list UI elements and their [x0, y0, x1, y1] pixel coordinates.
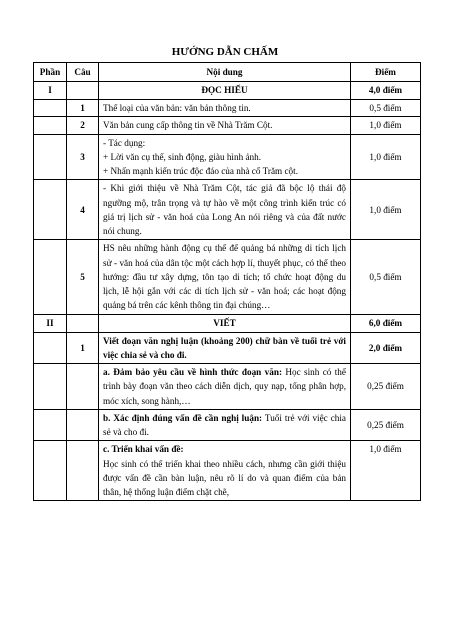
table-row	[34, 117, 421, 134]
section-points: 4,0 điểm	[351, 82, 421, 100]
answer-line: + Nhấn mạnh kiến trúc độc đáo của nhà cổ Trăm cột.	[103, 166, 299, 176]
section-row-viet	[34, 314, 421, 332]
criterion-label: b. Xác định đúng vấn đề cần nghị luận:	[103, 412, 263, 423]
header-row	[34, 63, 421, 82]
answer-text: HS nêu những hành động cụ thể để quảng bá những di tích lịch sử - văn hoá của dân tộc một cách hợp lí, thuyết phục, có thể theo hướng: đầu tư xây dựng, tôn tạo di tích; tổ chức hoạt động du lịch, lễ hội gắn với các di tích lịch sử - văn hoá; các hoạt động quảng bá trên các kênh thông tin đại chúng…	[99, 240, 351, 314]
points: 1,0 điểm	[351, 441, 421, 501]
table-row	[34, 332, 421, 364]
criterion-text: Học sinh có thể triển khai theo nhiều cách, nhưng cần giới thiệu được vấn đề cần bàn luận, nêu rõ lí do và quan điểm của bản thân, hệ thống luận điểm chặt chẽ,	[103, 458, 346, 497]
section-name: ĐỌC HIỂU	[99, 82, 351, 100]
answer-text: - Khi giới thiệu về Nhà Trăm Cột, tác giả đã bộc lộ thái độ ngưỡng mộ, trân trọng và tự hào về một công trình kiến trúc có giá trị lịch sử - văn hoá của Long An nói riêng và của đất nước nói chung.	[99, 180, 351, 240]
table-row	[34, 100, 421, 117]
points: 0,5 điểm	[351, 240, 421, 314]
table-row	[34, 409, 421, 441]
table-row	[34, 240, 421, 314]
points: 1,0 điểm	[351, 117, 421, 134]
section-name: VIẾT	[99, 314, 351, 332]
table-row	[34, 134, 421, 180]
question-number: 2	[67, 117, 99, 134]
table-row	[34, 441, 421, 501]
question-number: 5	[67, 240, 99, 314]
header-phan: Phần	[34, 63, 67, 82]
answer-text	[99, 441, 351, 501]
answer-text: Thể loại của văn bản: văn bản thông tin.	[99, 100, 351, 117]
question-number: 1	[67, 332, 99, 364]
header-cau: Câu	[67, 63, 99, 82]
grading-table	[33, 62, 421, 501]
question-number: 1	[67, 100, 99, 117]
section-points: 6,0 điểm	[351, 314, 421, 332]
criterion-label: a. Đảm bảo yêu cầu về hình thức đoạn văn:	[103, 367, 282, 377]
answer-line: + Lời văn cụ thể, sinh động, giàu hình ảnh.	[103, 151, 262, 162]
empty-cell	[67, 82, 99, 100]
header-noi-dung: Nội dung	[99, 63, 351, 82]
criterion-text: Học sinh có thể trình bày đoạn văn theo cách diễn dịch, quy nạp, tổng phân hợp, móc xích, song hành,…	[103, 367, 346, 406]
question-number: 3	[67, 134, 99, 180]
points: 0,25 điểm	[351, 364, 421, 410]
section-row-doc-hieu	[34, 82, 421, 100]
question-number: 4	[67, 180, 99, 240]
answer-text	[99, 409, 351, 441]
section-number: II	[34, 314, 67, 332]
points: 1,0 điểm	[351, 134, 421, 180]
criterion-label: c. Triển khai vấn đề:	[103, 444, 184, 455]
page-title: HƯỚNG DẪN CHẤM	[171, 46, 279, 58]
header-diem: Điểm	[351, 63, 421, 82]
section-number: I	[34, 82, 67, 100]
points: 0,25 điểm	[351, 409, 421, 441]
answer-line: - Tác dụng:	[103, 137, 146, 148]
answer-text: Văn bản cung cấp thông tin về Nhà Trăm Cột.	[99, 117, 351, 134]
empty-cell	[67, 314, 99, 332]
points: 1,0 điểm	[351, 180, 421, 240]
answer-text	[99, 364, 351, 410]
answer-text	[99, 134, 351, 180]
answer-text: Viết đoạn văn nghị luận (khoảng 200) chữ bàn về tuổi trẻ với việc chia sẻ và cho đi.	[99, 332, 351, 364]
table-row	[34, 364, 421, 410]
points: 2,0 điểm	[351, 332, 421, 364]
points: 0,5 điểm	[351, 100, 421, 117]
criterion-text: Tuổi trẻ với việc chia sẻ và cho đi.	[103, 412, 346, 437]
table-row	[34, 180, 421, 240]
